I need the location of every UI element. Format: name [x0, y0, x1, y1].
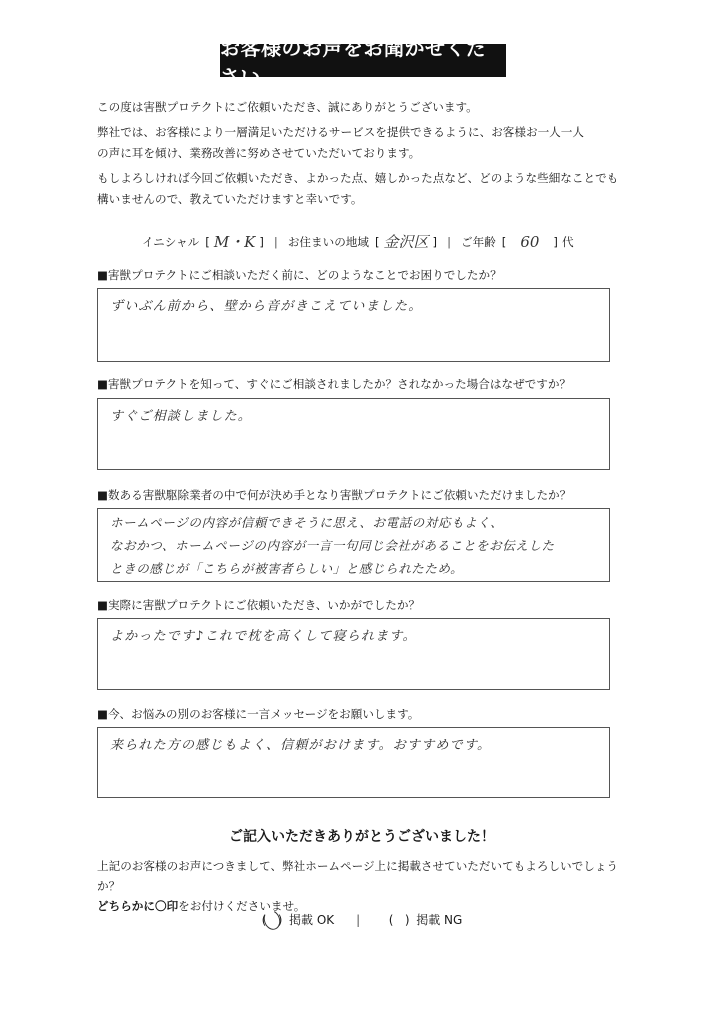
circle-mark-icon: [261, 907, 283, 931]
choice-ng-checkbox[interactable]: ( ): [388, 912, 410, 927]
separator: |: [356, 912, 361, 927]
intro-line: この度は害獣プロテクトにご依頼いただき、誠にありがとうございます。: [97, 100, 478, 114]
publish-question: 上記のお客様のお声につきまして、弊社ホームページ上に掲載させていただいてもよろしいでしょうか？ どちらかに〇印をお付けくださいませ。: [97, 859, 619, 913]
initial-value: M・K: [213, 233, 256, 251]
area-label: お住まいの地域: [287, 234, 369, 249]
age-label: ご年齢: [460, 234, 496, 249]
question-label: ■実際に害獣プロテクトにご依頼いただき、いかがでしたか？: [97, 598, 421, 612]
instruction-bold: どちらかに〇印: [97, 899, 179, 913]
choice-ok-checkbox[interactable]: ( ): [255, 913, 289, 927]
instruction-text: をお付けくださいませ。: [178, 899, 306, 913]
intro-line: 弊社では、お客様により一層満足いただけるサービスを提供できるように、お客様お一人一人 の声に耳を傾け、業務改善に努めさせていただいております。: [97, 125, 584, 160]
answer-text: よかったです♪これで枕を高くして寝られます。: [110, 629, 417, 644]
answer-box[interactable]: [97, 508, 610, 582]
answer-text: すぐご相談しました。: [110, 409, 253, 424]
question-label: ■今、お悩みの別のお客様に一言メッセージをお願いします。: [97, 707, 420, 721]
initial-label: イニシャル: [142, 234, 200, 249]
thanks-heading: ご記入いただきありがとうございました！: [229, 829, 495, 845]
question-label: ■害獣プロテクトにご相談いただく前に、どのようなことでお困りでしたか？: [97, 268, 502, 282]
answer-box[interactable]: [97, 398, 610, 470]
area-value: 金沢区: [383, 233, 429, 251]
answer-box[interactable]: [97, 288, 610, 362]
intro-text: [97, 97, 627, 214]
answer-box[interactable]: [97, 618, 610, 690]
answer-text: ずいぶん前から、壁から音がきこえていました。: [110, 299, 423, 314]
page-title: お客様のお声をお聞かせください: [220, 44, 506, 77]
question-label: ■数ある害獣駆除業者の中で何が決め手となり害獣プロテクトにご依頼いただけましたか？: [97, 488, 572, 502]
publish-choices: [255, 911, 462, 928]
separator: |: [273, 234, 278, 249]
age-value: 60: [520, 232, 540, 251]
answer-text: 来られた方の感じもよく、信頼がおけます。おすすめです。: [110, 738, 492, 753]
age-suffix: 代: [561, 234, 574, 249]
profile-row: イニシャル [ M・K ] | お住まいの地域 [ 金沢区 ] | ご年齢 [ 60 ] 代: [142, 232, 574, 251]
question-label: ■害獣プロテクトを知って、すぐにご相談されましたか？されなかった場合はなぜですか？: [97, 377, 572, 391]
answer-box[interactable]: [97, 727, 610, 798]
separator: |: [447, 234, 451, 249]
choice-ng-label: 掲載 NG: [416, 913, 463, 927]
intro-line: もしよろしければ今回ご依頼いただき、よかった点、嬉しかった点など、どのような些細なことでも 構いませんので、教えていただけますと幸いです。: [97, 171, 619, 206]
choice-ok-label: 掲載 OK: [289, 913, 335, 927]
answer-text: ホームページの内容が信頼できそうに思え、お電話の対応もよく、 なおかつ、ホームページの内容が一言一句同じ会社があることをお伝えした ときの感じが「こちらが被害者らしい」と感じられたため。: [110, 515, 555, 576]
